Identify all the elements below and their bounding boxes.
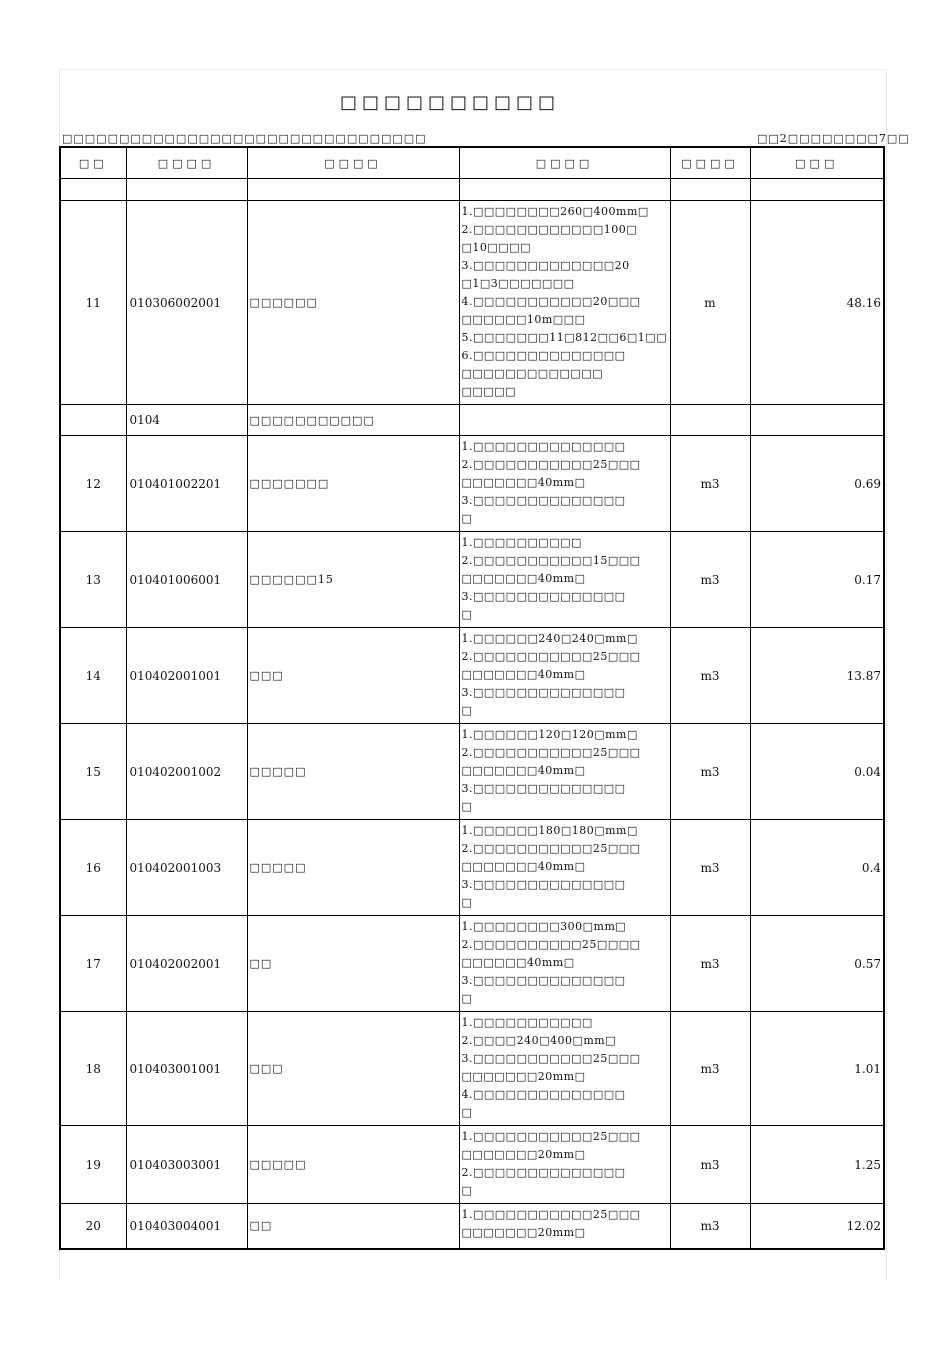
feature-line: 2.□□□□240□400□mm□ bbox=[461, 1034, 617, 1047]
row-quantity: 1.01 bbox=[750, 1012, 884, 1126]
row-item-features bbox=[459, 1126, 670, 1204]
header-item-code: □□□□ bbox=[126, 147, 247, 179]
table-row bbox=[60, 179, 884, 201]
feature-line: □□□□□□□□□□□□□ bbox=[461, 367, 604, 380]
row-item-name: □□□□□□□□□□□ bbox=[247, 405, 459, 436]
feature-line: □□□□□□□40mm□ bbox=[461, 476, 586, 489]
feature-line: □ bbox=[461, 704, 473, 717]
table-row bbox=[60, 201, 884, 405]
table-row bbox=[60, 724, 884, 820]
table-header-row bbox=[60, 147, 884, 179]
row-unit: m3 bbox=[670, 532, 750, 628]
row-quantity: 13.87 bbox=[750, 628, 884, 724]
row-index: 17 bbox=[60, 916, 126, 1012]
row-item-features bbox=[459, 436, 670, 532]
row-item-name: □□ bbox=[247, 1204, 459, 1249]
row-item-name: □□□□□□15 bbox=[247, 532, 459, 628]
feature-line: □□□□□□□40mm□ bbox=[461, 668, 586, 681]
project-name: □□□□□□□□□□□□□□□□□□□□□□□□□□□□□□□□ bbox=[62, 132, 427, 145]
header-unit: □□□□ bbox=[670, 147, 750, 179]
feature-line: 2.□□□□□□□□□□□15□□□ bbox=[461, 554, 641, 567]
row-quantity: 0.17 bbox=[750, 532, 884, 628]
row-index: 12 bbox=[60, 436, 126, 532]
feature-line: □□□□□ bbox=[461, 385, 516, 398]
feature-line: 1.□□□□□□240□240□mm□ bbox=[461, 632, 638, 645]
feature-line: 3.□□□□□□□□□□□□□□ bbox=[461, 686, 626, 699]
table-row bbox=[60, 1126, 884, 1204]
row-unit: m3 bbox=[670, 724, 750, 820]
feature-line: □ bbox=[461, 800, 473, 813]
feature-line: □□□□□□□20mm□ bbox=[461, 1226, 586, 1239]
header-quantity: □□□ bbox=[750, 147, 884, 179]
table-row bbox=[60, 628, 884, 724]
row-item-features bbox=[459, 1012, 670, 1126]
feature-line: 2.□□□□□□□□□□25□□□□ bbox=[461, 938, 641, 951]
row-unit bbox=[670, 405, 750, 436]
row-quantity: 0.04 bbox=[750, 724, 884, 820]
feature-line: 3.□□□□□□□□□□□□□□ bbox=[461, 782, 626, 795]
row-item-code: 010306002001 bbox=[126, 201, 247, 405]
row-item-code: 010402001002 bbox=[126, 724, 247, 820]
feature-line: □□□□□□□40mm□ bbox=[461, 860, 586, 873]
feature-line: □ bbox=[461, 608, 473, 621]
row-item-features bbox=[459, 724, 670, 820]
row-item-code: 010402001001 bbox=[126, 628, 247, 724]
row-quantity: 48.16 bbox=[750, 201, 884, 405]
row-item-features bbox=[459, 179, 670, 201]
row-item-name: □□□□□□ bbox=[247, 201, 459, 405]
row-item-code: 010403004001 bbox=[126, 1204, 247, 1249]
feature-line: 6.□□□□□□□□□□□□□□ bbox=[461, 349, 626, 362]
row-unit: m bbox=[670, 201, 750, 405]
feature-line: □□□□□□□20mm□ bbox=[461, 1070, 586, 1083]
feature-line: 1.□□□□□□□□□□□ bbox=[461, 1016, 593, 1029]
feature-line: 4.□□□□□□□□□□□□□□ bbox=[461, 1088, 626, 1101]
row-item-features bbox=[459, 201, 670, 405]
feature-line: 4.□□□□□□□□□□□20□□□ bbox=[461, 295, 641, 308]
feature-line: 5.□□□□□□□11□812□□6□1□□ bbox=[461, 331, 668, 344]
row-quantity: 12.02 bbox=[750, 1204, 884, 1249]
row-quantity bbox=[750, 405, 884, 436]
feature-line: 3.□□□□□□□□□□□□□□ bbox=[461, 590, 626, 603]
feature-line: □□□□□□□40mm□ bbox=[461, 764, 586, 777]
row-item-code: 010403003001 bbox=[126, 1126, 247, 1204]
feature-line: □□□□□□□40mm□ bbox=[461, 572, 586, 585]
row-unit: m3 bbox=[670, 1012, 750, 1126]
row-quantity: 0.69 bbox=[750, 436, 884, 532]
row-item-code: 0104 bbox=[126, 405, 247, 436]
row-item-code: 010401006001 bbox=[126, 532, 247, 628]
row-item-code: 010403001001 bbox=[126, 1012, 247, 1126]
row-item-code: 010401002201 bbox=[126, 436, 247, 532]
row-item-name: □□□□□ bbox=[247, 1126, 459, 1204]
row-item-name: □□□ bbox=[247, 628, 459, 724]
row-item-code bbox=[126, 179, 247, 201]
row-quantity bbox=[750, 179, 884, 201]
feature-line: 3.□□□□□□□□□□□□□□ bbox=[461, 878, 626, 891]
feature-line: 2.□□□□□□□□□□□25□□□ bbox=[461, 650, 641, 663]
feature-line: □ bbox=[461, 992, 473, 1005]
row-item-name: □□ bbox=[247, 916, 459, 1012]
feature-line: □1□3□□□□□□□ bbox=[461, 277, 575, 290]
row-unit: m3 bbox=[670, 916, 750, 1012]
row-quantity: 0.57 bbox=[750, 916, 884, 1012]
feature-line: 1.□□□□□□□□□□ bbox=[461, 536, 582, 549]
row-item-code: 010402001003 bbox=[126, 820, 247, 916]
row-quantity: 1.25 bbox=[750, 1126, 884, 1204]
feature-line: 1.□□□□□□120□120□mm□ bbox=[461, 728, 638, 741]
feature-line: □10□□□□ bbox=[461, 241, 531, 254]
row-quantity: 0.4 bbox=[750, 820, 884, 916]
row-item-name: □□□ bbox=[247, 1012, 459, 1126]
row-item-features bbox=[459, 820, 670, 916]
feature-line: 1.□□□□□□180□180□mm□ bbox=[461, 824, 638, 837]
row-index: 20 bbox=[60, 1204, 126, 1249]
feature-line: □□□□□□40mm□ bbox=[461, 956, 575, 969]
row-index: 18 bbox=[60, 1012, 126, 1126]
row-unit: m3 bbox=[670, 436, 750, 532]
row-item-name bbox=[247, 179, 459, 201]
row-item-features bbox=[459, 1204, 670, 1249]
row-index: 13 bbox=[60, 532, 126, 628]
feature-line: 2.□□□□□□□□□□□25□□□ bbox=[461, 842, 641, 855]
row-item-code: 010402002001 bbox=[126, 916, 247, 1012]
table-row bbox=[60, 405, 884, 436]
row-index: 19 bbox=[60, 1126, 126, 1204]
feature-line: 2.□□□□□□□□□□□□□□ bbox=[461, 1166, 626, 1179]
row-unit: m3 bbox=[670, 1204, 750, 1249]
row-unit bbox=[670, 179, 750, 201]
row-item-features bbox=[459, 405, 670, 436]
row-item-name: □□□□□ bbox=[247, 820, 459, 916]
row-index bbox=[60, 179, 126, 201]
table-row bbox=[60, 916, 884, 1012]
feature-line: □□□□□□□20mm□ bbox=[461, 1148, 586, 1161]
feature-line: 3.□□□□□□□□□□□25□□□ bbox=[461, 1052, 641, 1065]
header-item-features: □□□□ bbox=[459, 147, 670, 179]
feature-line: □ bbox=[461, 512, 473, 525]
table-row bbox=[60, 820, 884, 916]
document-title: □□□□□□□□□□ bbox=[340, 92, 561, 113]
row-item-features bbox=[459, 916, 670, 1012]
row-item-features bbox=[459, 628, 670, 724]
table-row bbox=[60, 532, 884, 628]
row-item-name: □□□□□ bbox=[247, 724, 459, 820]
feature-line: 2.□□□□□□□□□□□□100□ bbox=[461, 223, 638, 236]
row-index: 15 bbox=[60, 724, 126, 820]
feature-line: 2.□□□□□□□□□□□25□□□ bbox=[461, 746, 641, 759]
feature-line: 1.□□□□□□□□□□□25□□□ bbox=[461, 1130, 641, 1143]
page-indicator: □□2□□□□□□□□7□□ bbox=[757, 132, 910, 145]
row-unit: m3 bbox=[670, 628, 750, 724]
feature-line: □ bbox=[461, 1106, 473, 1119]
table-row bbox=[60, 1204, 884, 1249]
feature-line: □ bbox=[461, 896, 473, 909]
row-item-features bbox=[459, 532, 670, 628]
row-unit: m3 bbox=[670, 1126, 750, 1204]
feature-line: 1.□□□□□□□□□□□25□□□ bbox=[461, 1208, 641, 1221]
feature-line: 1.□□□□□□□□260□400mm□ bbox=[461, 205, 649, 218]
table-row bbox=[60, 436, 884, 532]
row-index bbox=[60, 405, 126, 436]
row-item-name: □□□□□□□ bbox=[247, 436, 459, 532]
feature-line: 3.□□□□□□□□□□□□□□ bbox=[461, 494, 626, 507]
feature-line: □ bbox=[461, 1184, 473, 1197]
row-index: 16 bbox=[60, 820, 126, 916]
table-row bbox=[60, 1012, 884, 1126]
feature-line: 2.□□□□□□□□□□□25□□□ bbox=[461, 458, 641, 471]
row-unit: m3 bbox=[670, 820, 750, 916]
feature-line: 3.□□□□□□□□□□□□□□ bbox=[461, 974, 626, 987]
header-index: □□ bbox=[60, 147, 126, 179]
header-item-name: □□□□ bbox=[247, 147, 459, 179]
row-index: 11 bbox=[60, 201, 126, 405]
row-index: 14 bbox=[60, 628, 126, 724]
bill-of-quantities-table bbox=[59, 146, 885, 1250]
feature-line: 1.□□□□□□□□□□□□□□ bbox=[461, 440, 626, 453]
feature-line: □□□□□□10m□□□ bbox=[461, 313, 586, 326]
feature-line: 1.□□□□□□□□300□mm□ bbox=[461, 920, 627, 933]
feature-line: 3.□□□□□□□□□□□□□20 bbox=[461, 259, 630, 272]
